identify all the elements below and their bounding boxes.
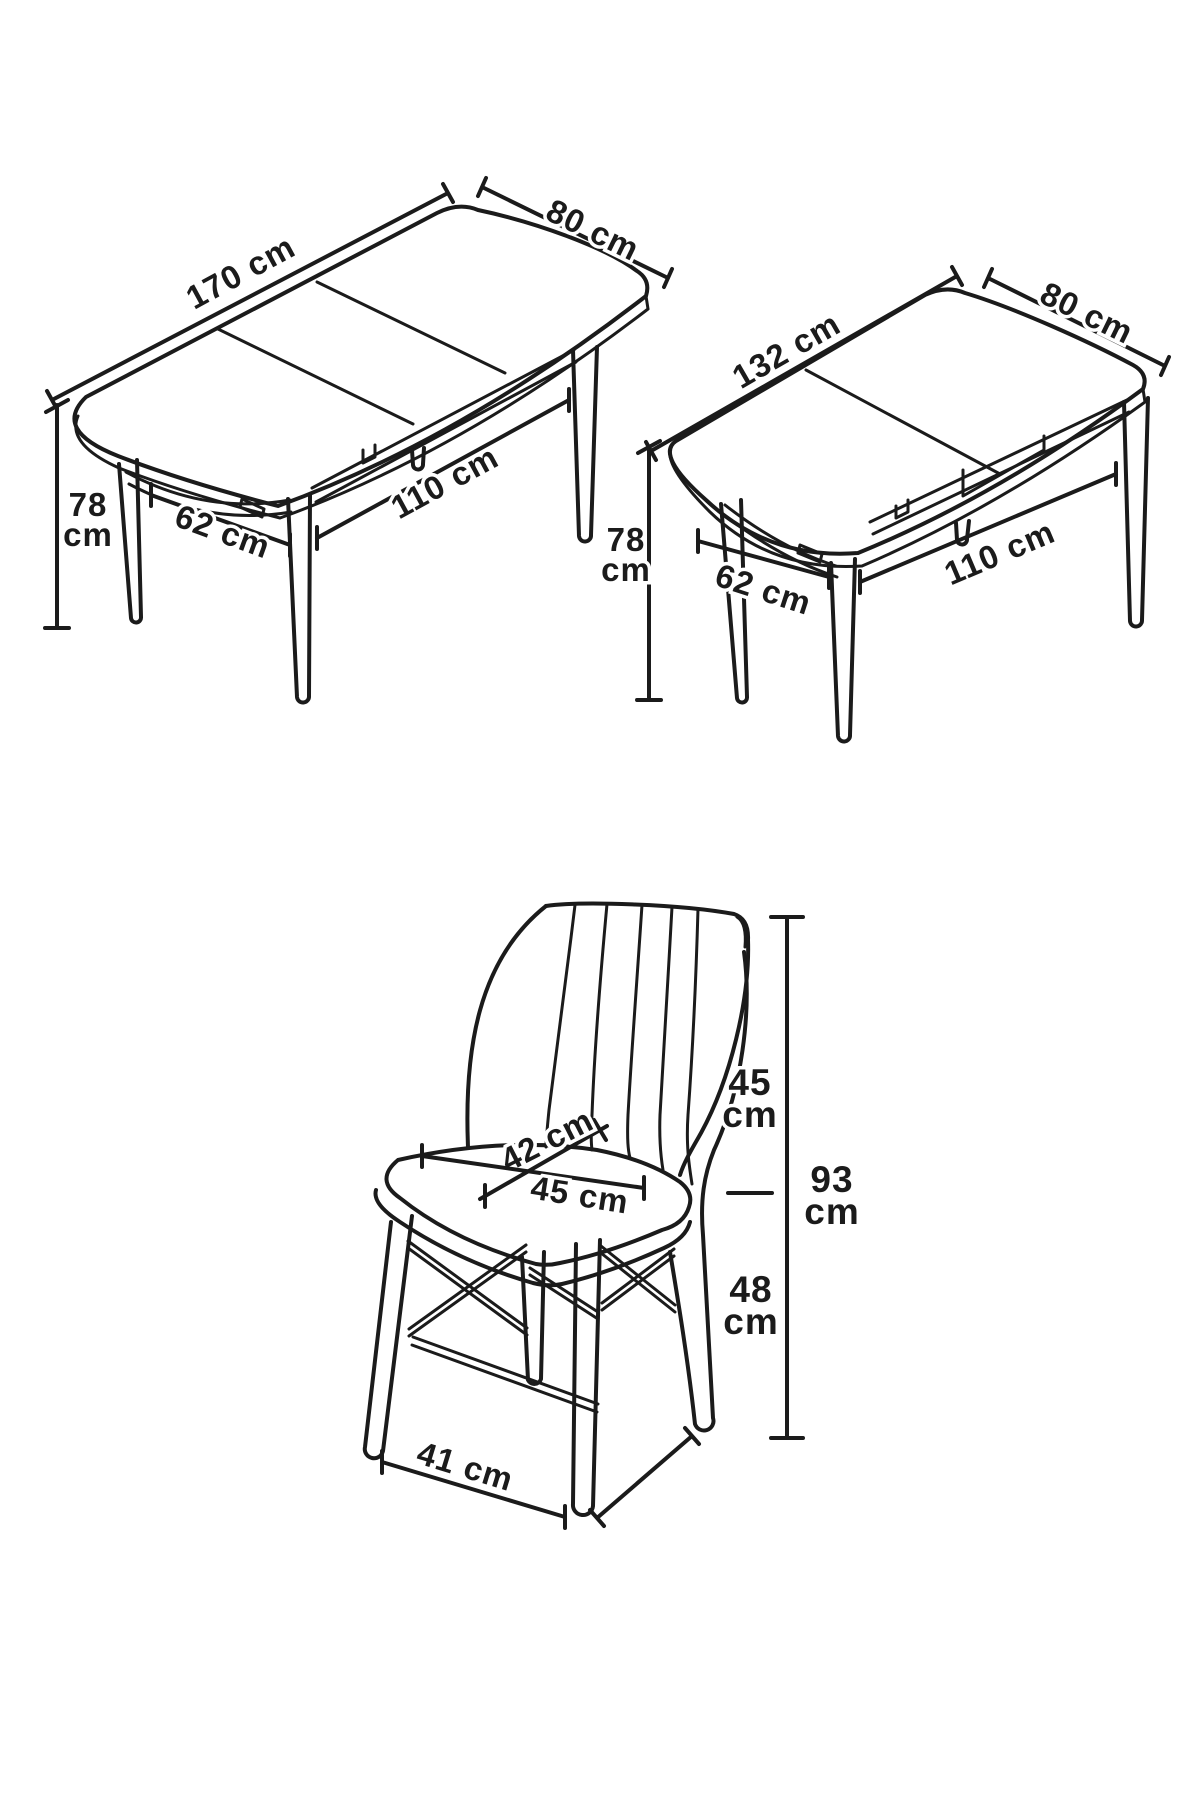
- height-dimension-line: [45, 400, 69, 628]
- side-leg-span-line: [590, 1428, 699, 1526]
- leaf-split-line: [806, 370, 1000, 474]
- backrest-stripe: [591, 904, 607, 1150]
- backrest-left-edge: [467, 906, 546, 1147]
- large-table-height-unit: cm: [63, 516, 113, 553]
- small-table-height-value: 78: [606, 521, 646, 558]
- chair-leg-front-right: [573, 1240, 600, 1515]
- large-table-figure: [45, 178, 672, 703]
- large-table-length-label: 170 cm: [179, 227, 302, 317]
- small-table-length-label: 132 cm: [725, 304, 847, 396]
- large-table-front-span-label: 62 cm: [170, 496, 276, 566]
- small-table-figure: [601, 267, 1169, 742]
- leaf-split-line: [317, 282, 505, 373]
- chair-backrest-height-value: 45: [728, 1062, 772, 1103]
- table-leg-east: [573, 347, 597, 542]
- chair-seat-height-unit: cm: [723, 1301, 779, 1342]
- table-leg-front: [288, 495, 310, 703]
- chair-leg-back-left: [522, 1252, 544, 1384]
- extension-rail: [870, 400, 1129, 534]
- small-table-width-label: 80 cm: [1034, 274, 1140, 351]
- large-table-width-label: 80 cm: [540, 191, 646, 268]
- chair-leg-front-left: [365, 1216, 412, 1458]
- large-table-drawing: [74, 207, 648, 703]
- small-table-front-span-label: 62 cm: [710, 556, 817, 622]
- length-dimension-line: [47, 184, 453, 409]
- large-table-height-value: 78: [68, 486, 108, 523]
- backrest-right-edge: [680, 940, 748, 1175]
- chair-seat-width-label: 45 cm: [528, 1168, 632, 1221]
- backrest-top-edge: [546, 904, 748, 940]
- small-table-height-unit: cm: [601, 551, 651, 588]
- chair-seat-height-value: 48: [729, 1269, 773, 1310]
- backrest-stripe: [660, 907, 672, 1170]
- small-table-side-span-label: 110 cm: [938, 512, 1061, 593]
- backrest-stripe: [628, 905, 642, 1158]
- leaf-split-line: [218, 329, 413, 424]
- table-leg-east: [1124, 398, 1148, 627]
- total-height-dimension-line: [728, 917, 803, 1438]
- chair-dimensions: [382, 917, 860, 1528]
- chair-leg-span-label: 41 cm: [412, 1433, 518, 1499]
- chair-seat-depth-label: 42 cm: [494, 1100, 600, 1179]
- brace-right-x: [601, 1246, 675, 1312]
- chair-total-height-unit: cm: [804, 1191, 860, 1232]
- brace-front-stretcher: [412, 1337, 598, 1412]
- large-table-side-span-label: 110 cm: [384, 437, 505, 526]
- chair-total-height-value: 93: [810, 1159, 854, 1200]
- chair-backrest-height-unit: cm: [722, 1094, 778, 1135]
- tabletop-thickness-edge: [76, 296, 648, 518]
- table-leg-front: [831, 559, 855, 742]
- chair-figure: [365, 904, 860, 1528]
